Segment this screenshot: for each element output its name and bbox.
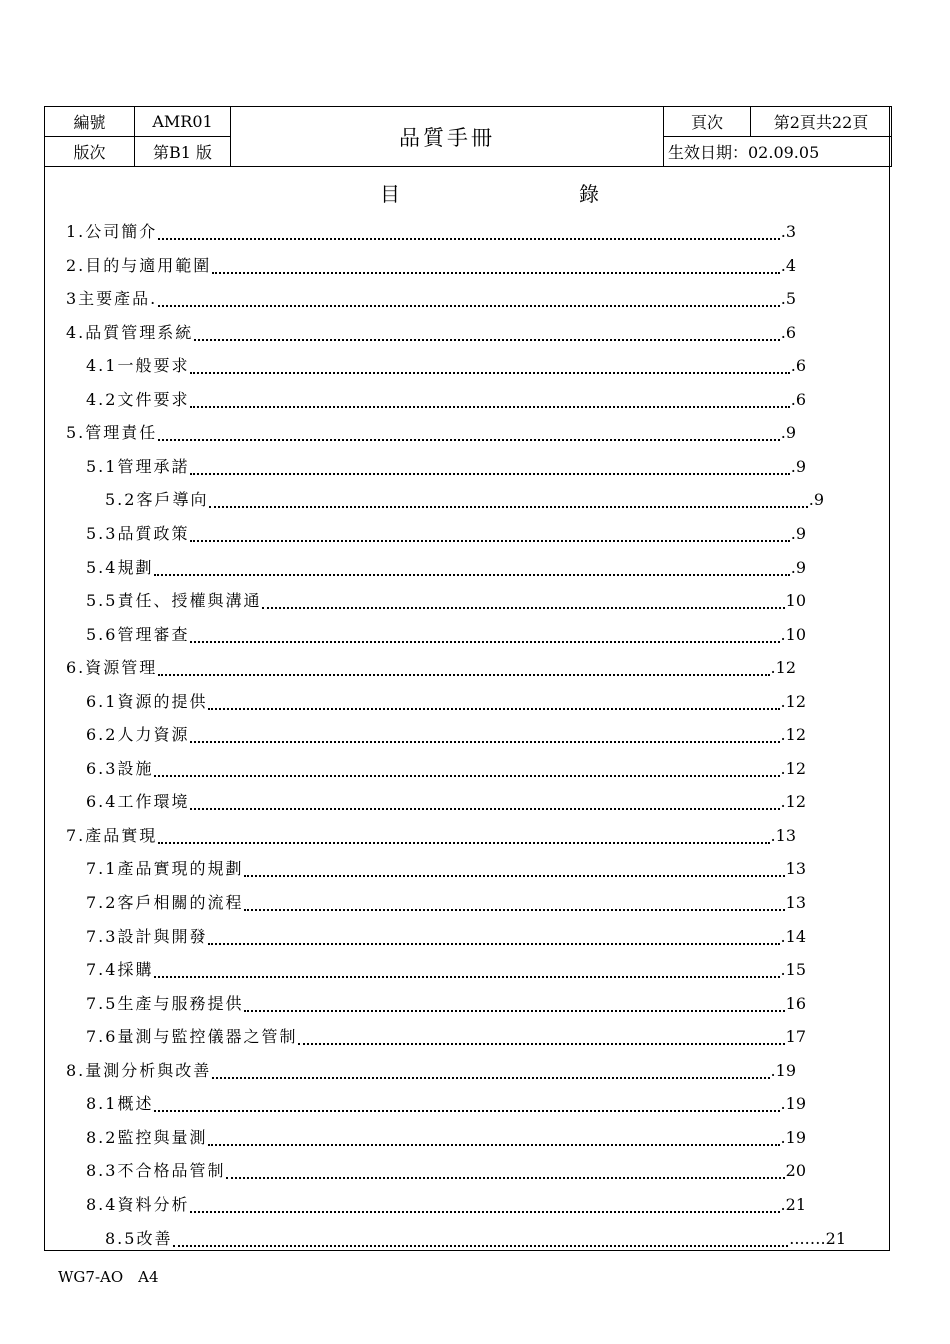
toc-entry-label: 6.資源管理 xyxy=(66,658,158,677)
version-value: 第B1 版 xyxy=(135,137,231,167)
toc-dot-leader xyxy=(262,598,784,612)
toc-entry-page: .3 xyxy=(780,222,796,241)
toc-entry-label: 4.品質管理系統 xyxy=(66,323,194,342)
toc-entry-label: 7.3設計與開發 xyxy=(86,927,208,946)
toc-entry-label: 7.2客戶相關的流程 xyxy=(86,893,244,912)
toc-dot-leader xyxy=(209,497,807,511)
document-header-table xyxy=(44,106,892,167)
toc-entry-page: .12 xyxy=(780,792,806,811)
toc-entry-page: .9 xyxy=(790,457,806,476)
toc-entry-page: 17 xyxy=(785,1027,806,1046)
toc-dot-leader xyxy=(154,1101,779,1115)
toc-dot-leader xyxy=(212,263,779,277)
toc-entry-page: .6 xyxy=(790,356,806,375)
toc-entry-page: .12 xyxy=(780,759,806,778)
toc-dot-leader xyxy=(190,363,789,377)
toc-entry-page: .12 xyxy=(770,658,796,677)
toc-dot-leader xyxy=(190,1202,779,1216)
toc-dot-leader xyxy=(208,934,779,948)
toc-entry-page: 10 xyxy=(785,591,806,610)
toc-entry[interactable] xyxy=(86,756,806,780)
toc-entry-page: .10 xyxy=(780,625,806,644)
toc-entry[interactable] xyxy=(66,253,796,277)
toc-entry-label: 6.3設施 xyxy=(86,759,154,778)
toc-entry-label: 5.1管理承諾 xyxy=(86,457,190,476)
page-value: 第2頁共22頁 xyxy=(751,107,892,137)
toc-dot-leader xyxy=(190,732,779,746)
footer-form-code: WG7-AO A4 xyxy=(58,1268,159,1286)
toc-entry-label: 5.5責任、授權與溝通 xyxy=(86,591,262,610)
document-title: 品質手冊 xyxy=(231,107,664,167)
toc-entry-label: 4.2文件要求 xyxy=(86,390,190,409)
toc-entry-label: 8.1概述 xyxy=(86,1094,154,1113)
toc-entry[interactable] xyxy=(86,789,806,813)
toc-entry-page: .13 xyxy=(770,826,796,845)
toc-entry[interactable] xyxy=(86,622,806,646)
toc-entry-label: 3主要產品. xyxy=(66,289,158,308)
toc-dot-leader xyxy=(190,464,789,478)
toc-dot-leader xyxy=(212,1068,769,1082)
toc-entry-label: 4.1一般要求 xyxy=(86,356,190,375)
toc-dot-leader xyxy=(244,1001,784,1015)
toc-entry-page: .19 xyxy=(780,1094,806,1113)
toc-entry[interactable] xyxy=(66,420,796,444)
toc-entry-page: .6 xyxy=(780,323,796,342)
toc-entry-page: .9 xyxy=(790,524,806,543)
toc-entry-page: .4 xyxy=(780,256,796,275)
toc-entry-label: 5.4規劃 xyxy=(86,558,154,577)
toc-heading-left: 目 xyxy=(380,182,400,206)
toc-entry[interactable] xyxy=(66,655,796,679)
toc-entry[interactable] xyxy=(86,924,806,948)
toc-dot-leader xyxy=(194,330,779,344)
toc-entry-label: 1.公司簡介 xyxy=(66,222,158,241)
toc-entry-label: 5.管理責任 xyxy=(66,423,158,442)
toc-dot-leader xyxy=(208,699,779,713)
toc-dot-leader xyxy=(190,799,779,813)
toc-entry-label: 5.3品質政策 xyxy=(86,524,190,543)
toc-dot-leader xyxy=(158,229,779,243)
toc-entry[interactable] xyxy=(86,1158,806,1182)
toc-entry-label: 2.目的与適用範圍 xyxy=(66,256,212,275)
version-label: 版次 xyxy=(45,137,135,167)
toc-entry[interactable] xyxy=(86,722,806,746)
toc-heading-right: 錄 xyxy=(579,182,599,206)
toc-entry[interactable] xyxy=(66,219,796,243)
toc-entry[interactable] xyxy=(86,454,806,478)
toc-entry-page: .6 xyxy=(790,390,806,409)
toc-entry-label: 6.2人力資源 xyxy=(86,725,190,744)
toc-entry[interactable] xyxy=(86,353,806,377)
toc-entry-label: 7.1產品實現的規劃 xyxy=(86,859,244,878)
toc-dot-leader xyxy=(208,1135,779,1149)
toc-dot-leader xyxy=(190,397,789,411)
toc-entry-label: 5.6管理審查 xyxy=(86,625,190,644)
toc-entry-label: 7.產品實現 xyxy=(66,826,158,845)
toc-entry-label: 7.5生產与服務提供 xyxy=(86,994,244,1013)
toc-entry-page: .9 xyxy=(780,423,796,442)
toc-dot-leader xyxy=(298,1034,784,1048)
toc-entry[interactable] xyxy=(66,320,796,344)
toc-entry-page: .21 xyxy=(780,1195,806,1214)
toc-entry[interactable] xyxy=(86,1192,806,1216)
toc-entry[interactable] xyxy=(86,588,806,612)
toc-dot-leader xyxy=(154,565,789,579)
toc-entry-label: 8.3不合格品管制 xyxy=(86,1161,226,1180)
toc-entry-page: 13 xyxy=(785,859,806,878)
toc-entry[interactable] xyxy=(86,890,806,914)
toc-entry[interactable] xyxy=(86,957,806,981)
toc-entry-page: .19 xyxy=(780,1128,806,1147)
toc-entry-page: 16 xyxy=(785,994,806,1013)
toc-entry-label: 7.6量測与監控儀器之管制 xyxy=(86,1027,298,1046)
toc-entry[interactable] xyxy=(66,823,796,847)
toc-dot-leader xyxy=(173,1236,788,1250)
toc-entry-page: .5 xyxy=(780,289,796,308)
toc-entry[interactable] xyxy=(66,286,796,310)
toc-entry-page: 13 xyxy=(785,893,806,912)
toc-entry-page: .12 xyxy=(780,692,806,711)
toc-entry-label: 6.4工作環境 xyxy=(86,792,190,811)
code-value: AMR01 xyxy=(135,107,231,137)
toc-entry[interactable] xyxy=(105,487,824,511)
toc-entry-page: .12 xyxy=(780,725,806,744)
toc-heading xyxy=(0,178,950,208)
toc-entry-page: 20 xyxy=(785,1161,806,1180)
toc-entry-label: 8.量測分析與改善 xyxy=(66,1061,212,1080)
toc-entry-label: 5.2客戶導向 xyxy=(105,490,209,509)
toc-entry-page: .15 xyxy=(780,960,806,979)
toc-dot-leader xyxy=(244,866,784,880)
toc-entry[interactable] xyxy=(66,1058,796,1082)
toc-entry-label: 8.5改善 xyxy=(105,1229,173,1248)
toc-entry[interactable] xyxy=(86,689,806,713)
toc-entry[interactable] xyxy=(86,1125,806,1149)
toc-entry[interactable] xyxy=(86,555,806,579)
toc-entry-page: .14 xyxy=(780,927,806,946)
toc-entry-label: 8.4資料分析 xyxy=(86,1195,190,1214)
page-label: 頁次 xyxy=(664,107,751,137)
toc-dot-leader xyxy=(158,665,769,679)
toc-entry[interactable] xyxy=(86,387,806,411)
toc-entry-page: ...….21 xyxy=(789,1229,846,1248)
toc-entry[interactable] xyxy=(86,856,806,880)
toc-dot-leader xyxy=(190,531,789,545)
effective-date: 生效日期：02.09.05 xyxy=(664,137,892,167)
toc-entry-page: .19 xyxy=(770,1061,796,1080)
toc-entry-page: .9 xyxy=(790,558,806,577)
toc-entry[interactable] xyxy=(86,1024,806,1048)
toc-dot-leader xyxy=(190,632,779,646)
toc-entry[interactable] xyxy=(86,521,806,545)
toc-entry-label: 7.4採購 xyxy=(86,960,154,979)
toc-dot-leader xyxy=(226,1168,784,1182)
toc-entry-label: 6.1資源的提供 xyxy=(86,692,208,711)
toc-dot-leader xyxy=(154,766,779,780)
toc-dot-leader xyxy=(244,900,784,914)
toc-entry[interactable] xyxy=(105,1226,846,1250)
toc-dot-leader xyxy=(158,296,779,310)
toc-entry[interactable] xyxy=(86,1091,806,1115)
toc-entry[interactable] xyxy=(86,991,806,1015)
toc-dot-leader xyxy=(154,967,779,981)
toc-dot-leader xyxy=(158,430,779,444)
code-label: 編號 xyxy=(45,107,135,137)
toc-dot-leader xyxy=(158,833,769,847)
toc-entry-page: .9 xyxy=(808,490,824,509)
toc-entry-label: 8.2監控與量測 xyxy=(86,1128,208,1147)
